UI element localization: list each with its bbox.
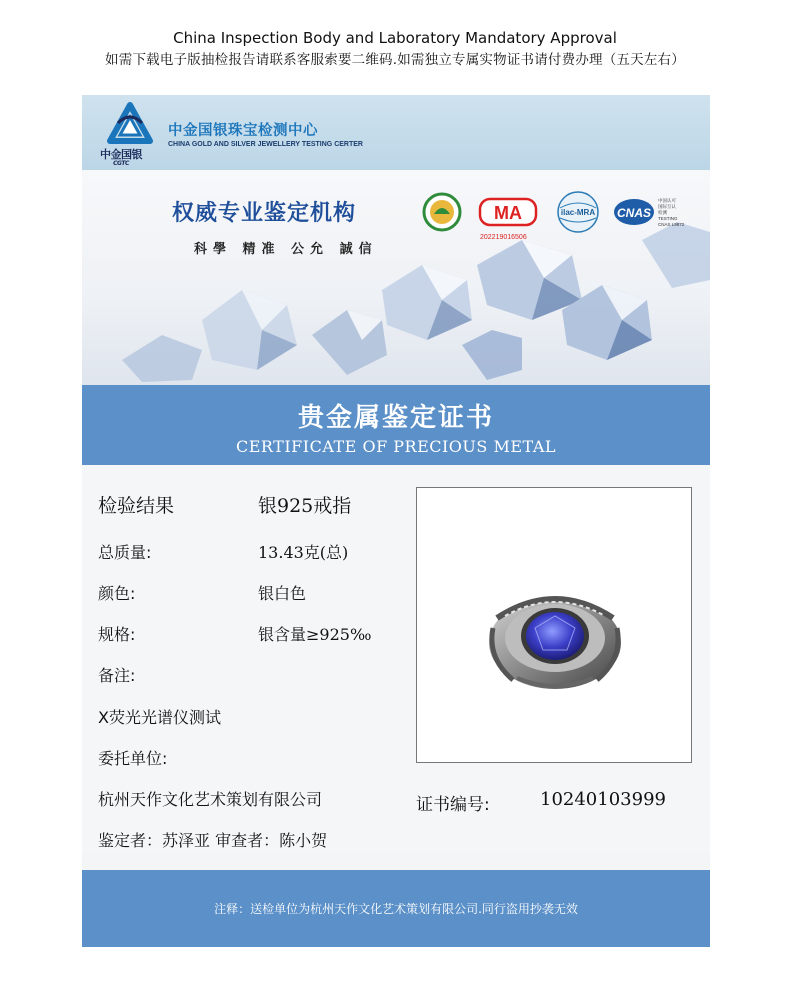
cert-no-label: 证书编号: — [416, 795, 490, 815]
svg-text:ilac-MRA: ilac-MRA — [560, 208, 596, 217]
top-notice-line1: China Inspection Body and Laboratory Mandatory Approval — [173, 29, 617, 47]
spec-label: 规格: — [98, 625, 136, 644]
top-notice-line2: 如需下载电子版抽检报告请联系客服索要二维码.如需独立专属实物证书请付费办理（五天左右） — [105, 52, 685, 68]
svg-text:检测: 检测 — [658, 210, 667, 215]
slogan-title: 权威专业鉴定机构 — [172, 201, 357, 226]
ilac-mra-icon — [556, 190, 600, 238]
svg-text:CNAS L9872: CNAS L9872 — [658, 222, 685, 227]
appraiser-line: 鉴定者：苏泽亚 审查者：陈小贺 — [98, 831, 328, 850]
client-label: 委托单位: — [98, 749, 168, 768]
footer-note: 注释：送检单位为杭州天作文化艺术策划有限公司.同行盗用抄袭无效 — [214, 902, 578, 916]
client-value: 杭州天作文化艺术策划有限公司 — [98, 790, 323, 809]
logo-text: 中金国银 CGTC — [100, 148, 142, 167]
hero-banner — [82, 170, 710, 385]
cma-code: 202219016506 — [480, 234, 527, 241]
certificate — [82, 95, 710, 947]
certificate-title-cn: 贵金属鉴定证书 — [297, 403, 494, 433]
weight-value: 13.43克(总) — [258, 543, 349, 562]
test-method: X荧光光谱仪测试 — [98, 708, 221, 727]
weight-label: 总质量: — [98, 543, 152, 562]
cert-no-value: 10240103999 — [540, 789, 666, 810]
cma-mark-icon — [478, 195, 538, 235]
remark-label: 备注: — [98, 666, 136, 685]
quality-seal-icon — [422, 192, 462, 236]
color-label: 颜色: — [98, 584, 136, 603]
spec-value: 银含量≥925‰ — [258, 625, 372, 644]
svg-text:中国认可: 中国认可 — [658, 198, 676, 203]
cnas-icon — [612, 196, 690, 236]
silver-ring-image — [417, 488, 693, 764]
logo-sub: CGTC — [113, 160, 129, 167]
svg-text:TESTING: TESTING — [658, 216, 678, 221]
certificate-title-en: CERTIFICATE OF PRECIOUS METAL — [235, 437, 556, 456]
svg-text:CNAS: CNAS — [616, 206, 652, 220]
result-value: 银925戒指 — [258, 495, 352, 517]
org-name-en: CHINA GOLD AND SILVER JEWELLERY TESTING CERTER — [168, 141, 363, 148]
svg-text:国际互认: 国际互认 — [658, 204, 676, 209]
org-name-cn: 中金国银珠宝检测中心 — [168, 123, 318, 139]
product-photo — [416, 487, 692, 763]
header-band — [82, 95, 710, 170]
color-value: 银白色 — [258, 584, 307, 603]
slogan-subtitle: 科學 精准 公允 誠信 — [194, 242, 378, 257]
result-label: 检验结果 — [98, 495, 175, 517]
svg-text:MA: MA — [494, 203, 522, 223]
